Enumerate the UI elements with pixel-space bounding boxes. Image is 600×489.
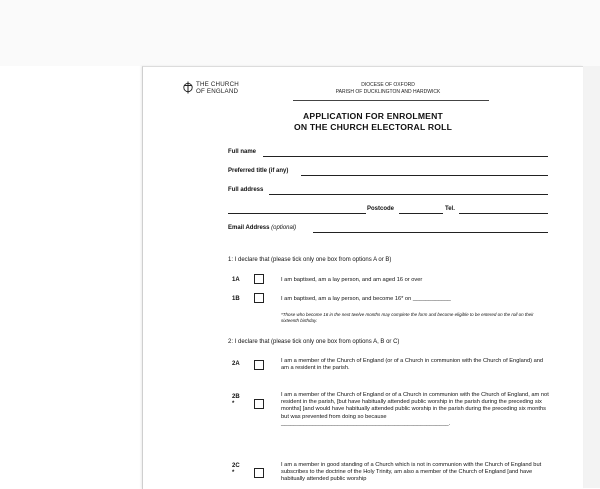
section-1-prefix: 1: I declare that (228, 257, 270, 263)
option-2a-text: I am a member of the Church of England (or of a Church in communion with the Church of England) and am a resident in the parish. (281, 358, 544, 372)
option-2c-code (232, 463, 240, 477)
email-line[interactable] (313, 232, 548, 233)
diocese-header (293, 82, 483, 96)
email-optional: (optional) (271, 225, 297, 231)
section-1-heading (228, 257, 391, 263)
form-title (253, 111, 493, 133)
option-2c-code-text: 2C (232, 463, 240, 469)
postcode-label: Postcode (367, 206, 395, 212)
scrollbar-track[interactable] (582, 66, 600, 488)
option-2a-checkbox[interactable] (254, 360, 264, 370)
option-2b-checkbox[interactable] (254, 399, 264, 409)
section-1-note: *Those who become 16 in the next twelve months may complete the form and become eligible to be entered on the roll on their sixteenth birthday. (281, 312, 534, 323)
email-label-text: Email Address (228, 225, 270, 231)
preferred-title-label: Preferred title (if any) (228, 168, 289, 174)
full-address-line[interactable] (269, 194, 548, 195)
section-2-prefix: 2: I declare that (228, 339, 270, 345)
title-line-2: ON THE CHURCH ELECTORAL ROLL (293, 122, 453, 132)
option-1a-checkbox[interactable] (254, 274, 264, 284)
viewer-background (0, 0, 600, 66)
option-2c-text: I am a member in good standing of a Church which is not in communion with the Church of England but subscribes to the doctrine of the Holy Trinity, am also a member of the Church of England [and have habitually attended public worship (281, 462, 542, 483)
option-2b-star: * (232, 401, 235, 407)
option-2c-checkbox[interactable] (254, 468, 264, 478)
logo-line-2: OF ENGLAND (196, 88, 239, 95)
document-page (142, 66, 583, 489)
header-rule (293, 100, 489, 101)
preferred-title-line[interactable] (301, 175, 548, 176)
option-1a-text: I am baptised, am a lay person, and am aged 16 or over (281, 277, 423, 283)
postcode-line[interactable] (399, 213, 443, 214)
option-1b-text: I am baptised, am a lay person, and become 16* on ____________ (281, 296, 451, 302)
section-2-instructions: (please tick only one box from options A, B or C) (271, 339, 400, 345)
email-label (228, 225, 296, 231)
full-address-label: Full address (228, 187, 264, 193)
option-2b-code-text: 2B (232, 394, 240, 400)
diocese-name: DIOCESE OF OXFORD (361, 82, 415, 88)
option-1b-code: 1B (232, 296, 240, 302)
option-2b-text: I am a member of the Church of England or of a Church in communion with the Church of England, am not resident in the parish, [but have habitually attended public worship in the parish during the preceding six months] [and would have habitually attended public worship in the parish during the preceding six months but was prevented from doing so because _____________________________________________________. (281, 392, 549, 427)
section-1-instructions: (please tick only one box from options A or B) (271, 257, 392, 263)
logo-line-1: THE CHURCH (196, 81, 239, 88)
full-name-label: Full name (228, 149, 257, 155)
option-2b-code (232, 394, 240, 408)
tel-line[interactable] (459, 213, 548, 214)
cross-icon (183, 81, 193, 94)
section-2-heading (228, 339, 399, 345)
title-line-1: APPLICATION FOR ENROLMENT (303, 111, 443, 121)
tel-label: Tel. (445, 206, 455, 212)
option-1a-code: 1A (232, 277, 240, 283)
church-of-england-logo (183, 81, 239, 95)
option-2a-code-text: 2A (232, 361, 240, 367)
full-name-line[interactable] (263, 156, 548, 157)
option-2a-code (232, 361, 240, 368)
option-2c-star: * (232, 470, 235, 476)
address-line-2[interactable] (228, 213, 366, 214)
parish-name: PARISH OF DUCKLINGTON AND HARDWICK (335, 89, 441, 95)
option-1b-checkbox[interactable] (254, 293, 264, 303)
